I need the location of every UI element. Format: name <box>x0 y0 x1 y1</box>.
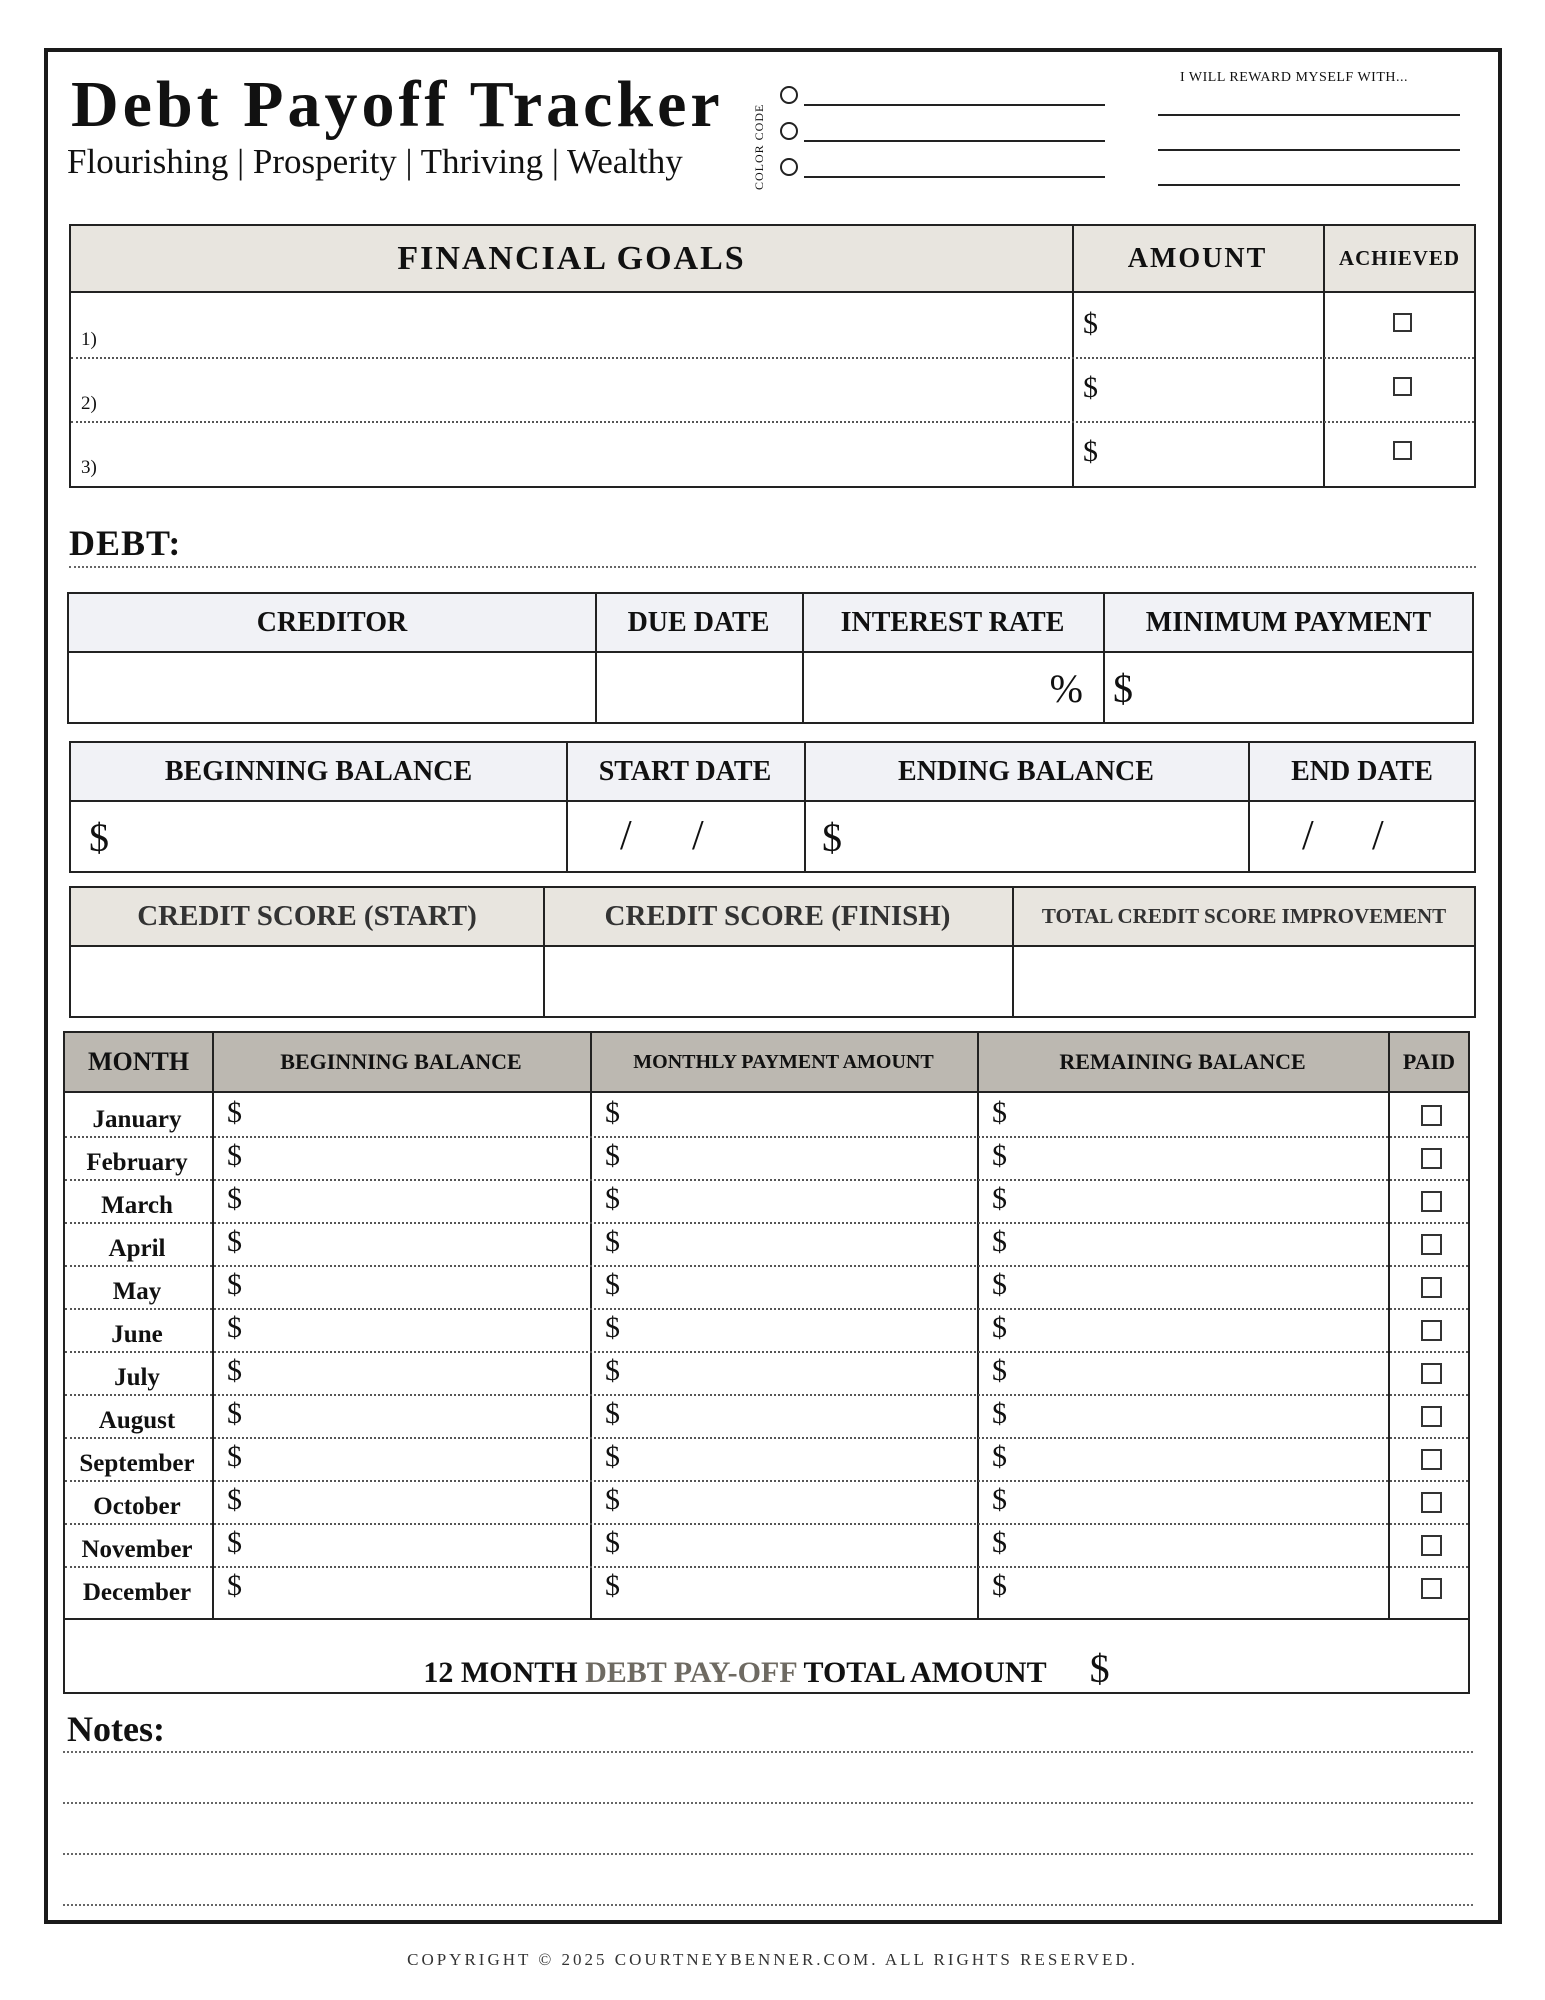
goal-row[interactable] <box>71 421 1474 485</box>
month-row[interactable] <box>65 1480 1468 1525</box>
paid-checkbox[interactable] <box>1421 1191 1442 1212</box>
month-name: November <box>81 1536 193 1563</box>
paid-checkbox[interactable] <box>1421 1277 1442 1298</box>
notes-line[interactable] <box>63 1751 1473 1753</box>
remaining-balance-field[interactable]: $ <box>992 1440 1007 1473</box>
achieved-checkbox[interactable] <box>1393 377 1412 396</box>
remaining-balance-field[interactable]: $ <box>992 1268 1007 1301</box>
beginning-balance-field[interactable]: $ <box>227 1354 242 1387</box>
notes-label: Notes: <box>67 1709 165 1749</box>
paid-checkbox[interactable] <box>1421 1320 1442 1341</box>
monthly-payment-field[interactable]: $ <box>605 1225 620 1258</box>
monthly-payment-field[interactable]: $ <box>605 1569 620 1602</box>
monthly-payment-field[interactable]: $ <box>605 1311 620 1344</box>
color-code-row-2[interactable] <box>780 122 1105 144</box>
month-name: December <box>82 1579 192 1606</box>
debt-name-line[interactable] <box>69 566 1476 568</box>
minimum-payment-heading: MINIMUM PAYMENT <box>1145 606 1432 638</box>
date-separator: / <box>1372 813 1384 859</box>
monthly-payment-table <box>63 1031 1470 1694</box>
reward-line[interactable] <box>1158 184 1460 186</box>
beginning-balance-field[interactable]: $ <box>227 1526 242 1559</box>
remaining-balance-field[interactable]: $ <box>992 1354 1007 1387</box>
paid-checkbox[interactable] <box>1421 1535 1442 1556</box>
remaining-balance-field[interactable]: $ <box>992 1483 1007 1516</box>
currency-symbol: $ <box>822 815 842 860</box>
creditor-field[interactable] <box>69 653 595 724</box>
remaining-balance-field[interactable]: $ <box>992 1397 1007 1430</box>
goal-amount-field[interactable]: $ <box>1083 371 1098 404</box>
paid-checkbox[interactable] <box>1421 1148 1442 1169</box>
monthly-payment-field[interactable]: $ <box>605 1139 620 1172</box>
total-suffix: TOTAL AMOUNT <box>803 1656 1047 1689</box>
debt-label: DEBT: <box>69 523 182 563</box>
remaining-balance-field[interactable]: $ <box>992 1139 1007 1172</box>
monthly-payment-field[interactable]: $ <box>605 1397 620 1430</box>
balance-table <box>69 741 1476 873</box>
creditor-heading: CREDITOR <box>256 606 408 638</box>
credit-score-finish-field[interactable] <box>545 947 1012 1018</box>
beginning-balance-heading: BEGINNING BALANCE <box>164 755 473 787</box>
credit-score-finish-heading: CREDIT SCORE (FINISH) <box>604 900 951 932</box>
color-code-line[interactable] <box>804 140 1105 142</box>
monthly-payment-field[interactable]: $ <box>605 1182 620 1215</box>
ending-balance-heading: ENDING BALANCE <box>898 755 1154 787</box>
credit-score-start-heading: CREDIT SCORE (START) <box>137 900 477 932</box>
goal-row[interactable] <box>71 357 1474 423</box>
beginning-balance-field[interactable]: $ <box>227 1440 242 1473</box>
month-heading: MONTH <box>87 1047 190 1076</box>
monthly-payment-field[interactable]: $ <box>605 1268 620 1301</box>
reward-line[interactable] <box>1158 114 1460 116</box>
month-name: October <box>93 1493 181 1520</box>
month-row[interactable] <box>65 1394 1468 1439</box>
interest-rate-field[interactable] <box>804 653 1103 724</box>
color-circle-icon[interactable] <box>780 158 798 176</box>
color-code-line[interactable] <box>804 176 1105 178</box>
amount-heading: AMOUNT <box>1127 242 1268 274</box>
achieved-heading: ACHIEVED <box>1338 246 1461 270</box>
remaining-balance-field[interactable]: $ <box>992 1225 1007 1258</box>
monthly-payment-field[interactable]: $ <box>605 1096 620 1129</box>
start-date-field[interactable] <box>568 802 804 873</box>
beginning-balance-field[interactable]: $ <box>227 1311 242 1344</box>
date-separator: / <box>692 813 704 859</box>
goal-number: 2) <box>81 393 97 414</box>
month-row[interactable] <box>65 1523 1468 1568</box>
remaining-balance-field[interactable]: $ <box>992 1182 1007 1215</box>
beginning-balance-field[interactable]: $ <box>227 1182 242 1215</box>
monthly-payment-field[interactable]: $ <box>605 1354 620 1387</box>
copyright-footer: COPYRIGHT © 2025 COURTNEYBENNER.COM. ALL RIGHTS RESERVED. <box>407 1950 1138 1969</box>
notes-line[interactable] <box>63 1802 1473 1804</box>
reward-label: I WILL REWARD MYSELF WITH... <box>1180 70 1408 85</box>
color-code-row-3[interactable] <box>780 158 1105 180</box>
remaining-balance-heading: REMAINING BALANCE <box>1059 1049 1306 1074</box>
month-row[interactable] <box>65 1566 1468 1609</box>
month-row[interactable] <box>65 1093 1468 1138</box>
remaining-balance-field[interactable]: $ <box>992 1526 1007 1559</box>
credit-score-start-field[interactable] <box>71 947 543 1018</box>
monthly-payment-field[interactable]: $ <box>605 1440 620 1473</box>
goal-row[interactable] <box>71 293 1474 359</box>
month-name: January <box>92 1106 182 1133</box>
remaining-balance-field[interactable]: $ <box>992 1096 1007 1129</box>
total-accent: DEBT PAY-OFF <box>585 1656 797 1689</box>
color-circle-icon[interactable] <box>780 86 798 104</box>
end-date-field[interactable] <box>1250 802 1476 873</box>
month-name: August <box>98 1407 176 1434</box>
beginning-balance-heading: BEGINNING BALANCE <box>280 1049 522 1074</box>
total-currency[interactable]: $ <box>1089 1646 1110 1691</box>
month-name: May <box>112 1278 162 1305</box>
month-row[interactable] <box>65 1222 1468 1267</box>
goal-number: 1) <box>81 329 97 350</box>
goal-amount-field[interactable]: $ <box>1083 435 1098 468</box>
interest-rate-heading: INTEREST RATE <box>840 606 1065 638</box>
monthly-payment-heading: MONTHLY PAYMENT AMOUNT <box>633 1050 934 1073</box>
total-amount-row[interactable] <box>65 1645 1468 1692</box>
beginning-balance-field[interactable]: $ <box>227 1268 242 1301</box>
percent-symbol: % <box>1049 666 1083 711</box>
month-row[interactable] <box>65 1437 1468 1482</box>
remaining-balance-field[interactable]: $ <box>992 1569 1007 1602</box>
month-row[interactable] <box>65 1179 1468 1224</box>
color-code-line[interactable] <box>804 104 1105 106</box>
date-separator: / <box>620 813 632 859</box>
goal-number: 3) <box>81 457 97 478</box>
achieved-checkbox[interactable] <box>1393 313 1412 332</box>
month-row[interactable] <box>65 1308 1468 1353</box>
notes-line[interactable] <box>63 1853 1473 1855</box>
paid-checkbox[interactable] <box>1421 1406 1442 1427</box>
month-name: March <box>101 1192 173 1219</box>
goal-amount-field[interactable]: $ <box>1083 307 1098 340</box>
financial-goals-table <box>69 224 1476 488</box>
color-circle-icon[interactable] <box>780 122 798 140</box>
end-date-heading: END DATE <box>1291 755 1433 787</box>
monthly-payment-field[interactable]: $ <box>605 1526 620 1559</box>
achieved-checkbox[interactable] <box>1393 441 1412 460</box>
ending-balance-field[interactable] <box>806 802 1248 873</box>
month-name: September <box>79 1450 195 1477</box>
paid-checkbox[interactable] <box>1421 1363 1442 1384</box>
paid-checkbox[interactable] <box>1421 1578 1442 1599</box>
beginning-balance-field[interactable] <box>71 802 566 873</box>
beginning-balance-field[interactable]: $ <box>227 1397 242 1430</box>
credit-score-table <box>69 886 1476 1018</box>
paid-checkbox[interactable] <box>1421 1234 1442 1255</box>
monthly-payment-field[interactable]: $ <box>605 1483 620 1516</box>
paid-checkbox[interactable] <box>1421 1105 1442 1126</box>
financial-goals-heading: FINANCIAL GOALS <box>397 239 746 277</box>
credit-improvement-heading: TOTAL CREDIT SCORE IMPROVEMENT <box>1041 904 1447 928</box>
month-row[interactable] <box>65 1265 1468 1310</box>
minimum-payment-field[interactable] <box>1105 653 1474 724</box>
total-prefix: 12 MONTH <box>423 1656 578 1689</box>
color-code-label: COLOR CODE <box>752 103 766 190</box>
paid-checkbox[interactable] <box>1421 1492 1442 1513</box>
creditor-table <box>67 592 1474 724</box>
paid-checkbox[interactable] <box>1421 1449 1442 1470</box>
beginning-balance-field[interactable]: $ <box>227 1483 242 1516</box>
paid-heading: PAID <box>1402 1049 1456 1074</box>
beginning-balance-field[interactable]: $ <box>227 1096 242 1129</box>
page-title: Debt Payoff Tracker <box>71 68 724 141</box>
page-subtitle: Flourishing | Prosperity | Thriving | Wealthy <box>67 142 683 181</box>
notes-line[interactable] <box>63 1904 1473 1906</box>
remaining-balance-field[interactable]: $ <box>992 1311 1007 1344</box>
color-code-row-1[interactable] <box>780 86 1105 108</box>
reward-line[interactable] <box>1158 149 1460 151</box>
month-name: February <box>86 1149 188 1176</box>
month-row[interactable] <box>65 1136 1468 1181</box>
beginning-balance-field[interactable]: $ <box>227 1569 242 1602</box>
currency-symbol: $ <box>1113 666 1133 711</box>
credit-improvement-field[interactable] <box>1014 947 1476 1018</box>
month-name: April <box>108 1235 166 1262</box>
beginning-balance-field[interactable]: $ <box>227 1139 242 1172</box>
due-date-field[interactable] <box>597 653 802 724</box>
currency-symbol: $ <box>89 815 109 860</box>
month-row[interactable] <box>65 1351 1468 1396</box>
month-name: July <box>114 1364 160 1391</box>
start-date-heading: START DATE <box>598 755 772 787</box>
month-name: June <box>111 1321 163 1348</box>
beginning-balance-field[interactable]: $ <box>227 1225 242 1258</box>
due-date-heading: DUE DATE <box>627 606 770 638</box>
date-separator: / <box>1302 813 1314 859</box>
